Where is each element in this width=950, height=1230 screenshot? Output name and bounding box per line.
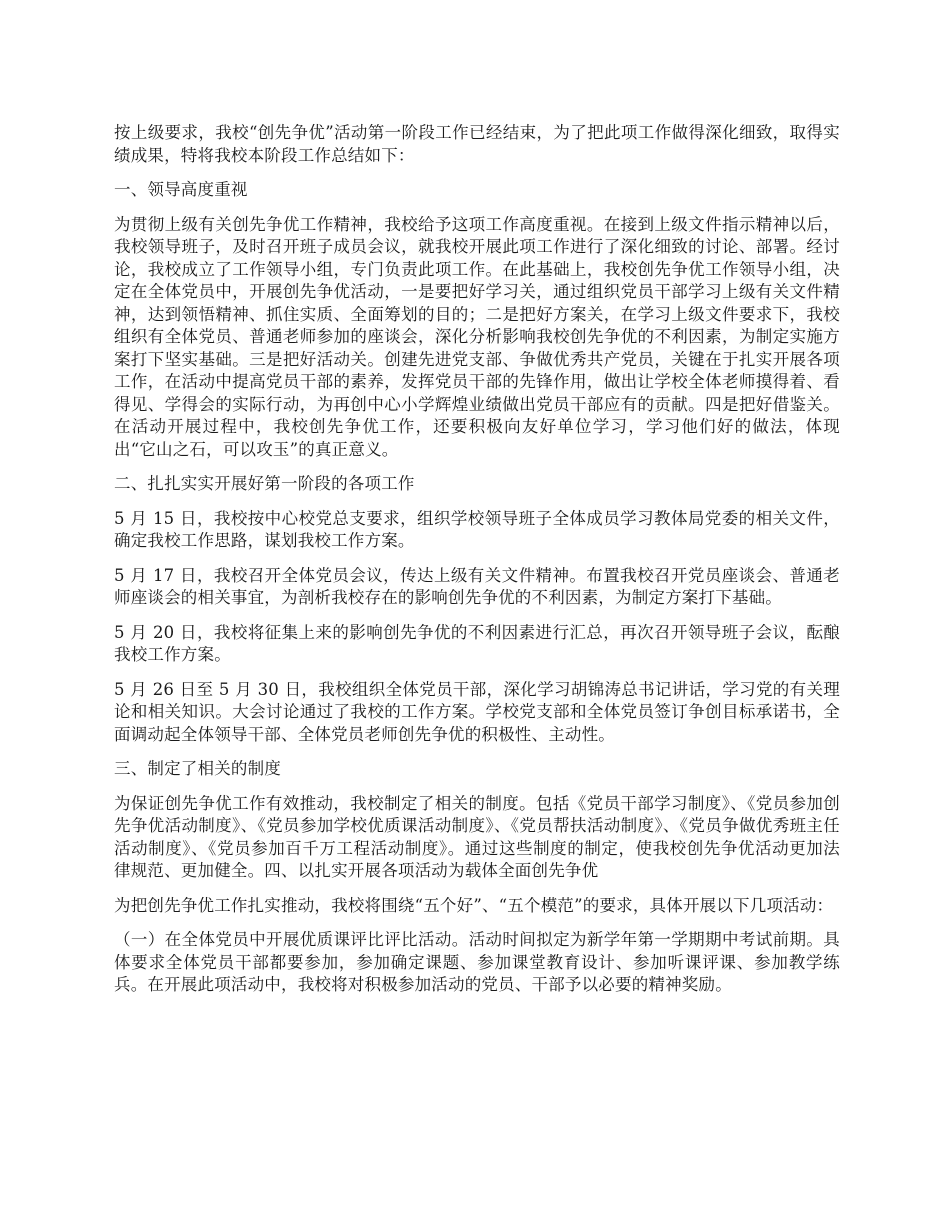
intro-paragraph: 按上级要求，我校“创先争优”活动第一阶段工作已经结束，为了把此项工作做得深化细致，取得实绩成果，特将我校本阶段工作总结如下：: [114, 123, 840, 165]
activity-item-paragraph: （一）在全体党员中开展优质课评比评比活动。活动时间拟定为新学年第一学期期中考试前期。具体要求全体党员干部都要参加，参加确定课题、参加课堂教育设计、参加听课评课、参加教学练兵。在开展此项活动中，我校将对积极参加活动的党员、干部予以必要的精神奖励。: [114, 930, 840, 994]
date-entry-paragraph: 5 月 20 日，我校将征集上来的影响创先争优的不利因素进行汇总，再次召开领导班子会议，酝酿我校工作方案。: [114, 622, 840, 664]
date-entry-paragraph: 5 月 26 日至 5 月 30 日，我校组织全体党员干部，深化学习胡锦涛总书记讲话，学习党的有关理论和相关知识。大会讨论通过了我校的工作方案。学校党支部和全体党员签订争创目标承诺书，全面调动起全体领导干部、全体党员老师创先争优的积极性、主动性。: [114, 679, 840, 744]
section-heading-2: 二、扎扎实实开展好第一阶段的各项工作: [114, 474, 415, 493]
section-heading-3: 三、制定了相关的制度: [114, 759, 281, 778]
section-1-paragraph: 为贯彻上级有关创先争优工作精神，我校给予这项工作高度重视。在接到上级文件指示精神以后，我校领导班子，及时召开班子成员会议，就我校开展此项工作进行了深化细致的讨论、部署。经讨论，我校成立了工作领导小组，专门负责此项工作。在此基础上，我校创先争优工作领导小组，决定在全体党员中，开展创先争优活动，一是要把好学习关，通过组织党员干部学习上级有关文件精神，达到领悟精神、抓住实质、全面筹划的目的；二是把好方案关，在学习上级文件要求下，我校组织有全体党员、普通老师参加的座谈会，深化分析影响我校创先争优的不利因素，为制定实施方案打下坚实基础。三是把好活动关。创建先进党支部、争做优秀共产党员，关键在于扎实开展各项工作，在活动中提高党员干部的素养，发挥党员干部的先锋作用，做出让学校全体老师摸得着、看得见、学得会的实际行动，为再创中心小学辉煌业绩做出党员干部应有的贡献。四是把好借鉴关。在活动开展过程中，我校创先争优工作，还要积极向友好单位学习，学习他们好的做法，体现出“它山之石，可以攻玉”的真正意义。: [114, 214, 840, 459]
regulations-paragraph: 为保证创先争优工作有效推动，我校制定了相关的制度。包括《党员干部学习制度》、《党员参加创先争优活动制度》、《党员参加学校优质课活动制度》、《党员帮扶活动制度》、《党员争做优秀班主任活动制度》、《党员参加百千万工程活动制度》。通过这些制度的制定，使我校创先争优活动更加法律规范、更加健全。四、以扎实开展各项活动为载体全面创先争优: [114, 793, 840, 880]
activities-intro-paragraph: 为把创先争优工作扎实推动，我校将围绕“五个好”、“五个模范”的要求，具体开展以下几项活动：: [114, 895, 834, 915]
section-heading-1: 一、领导高度重视: [114, 180, 248, 199]
date-entry-paragraph: 5 月 17 日，我校召开全体党员会议，传达上级有关文件精神。布置我校召开党员座谈会、普通老师座谈会的相关事宜，为剖析我校存在的影响创先争优的不利因素，为制定方案打下基础。: [114, 565, 840, 607]
document-body: [114, 122, 840, 997]
date-entry-paragraph: 5 月 15 日，我校按中心校党总支要求，组织学校领导班子全体成员学习教体局党委的相关文件，确定我校工作思路，谋划我校工作方案。: [114, 508, 840, 550]
